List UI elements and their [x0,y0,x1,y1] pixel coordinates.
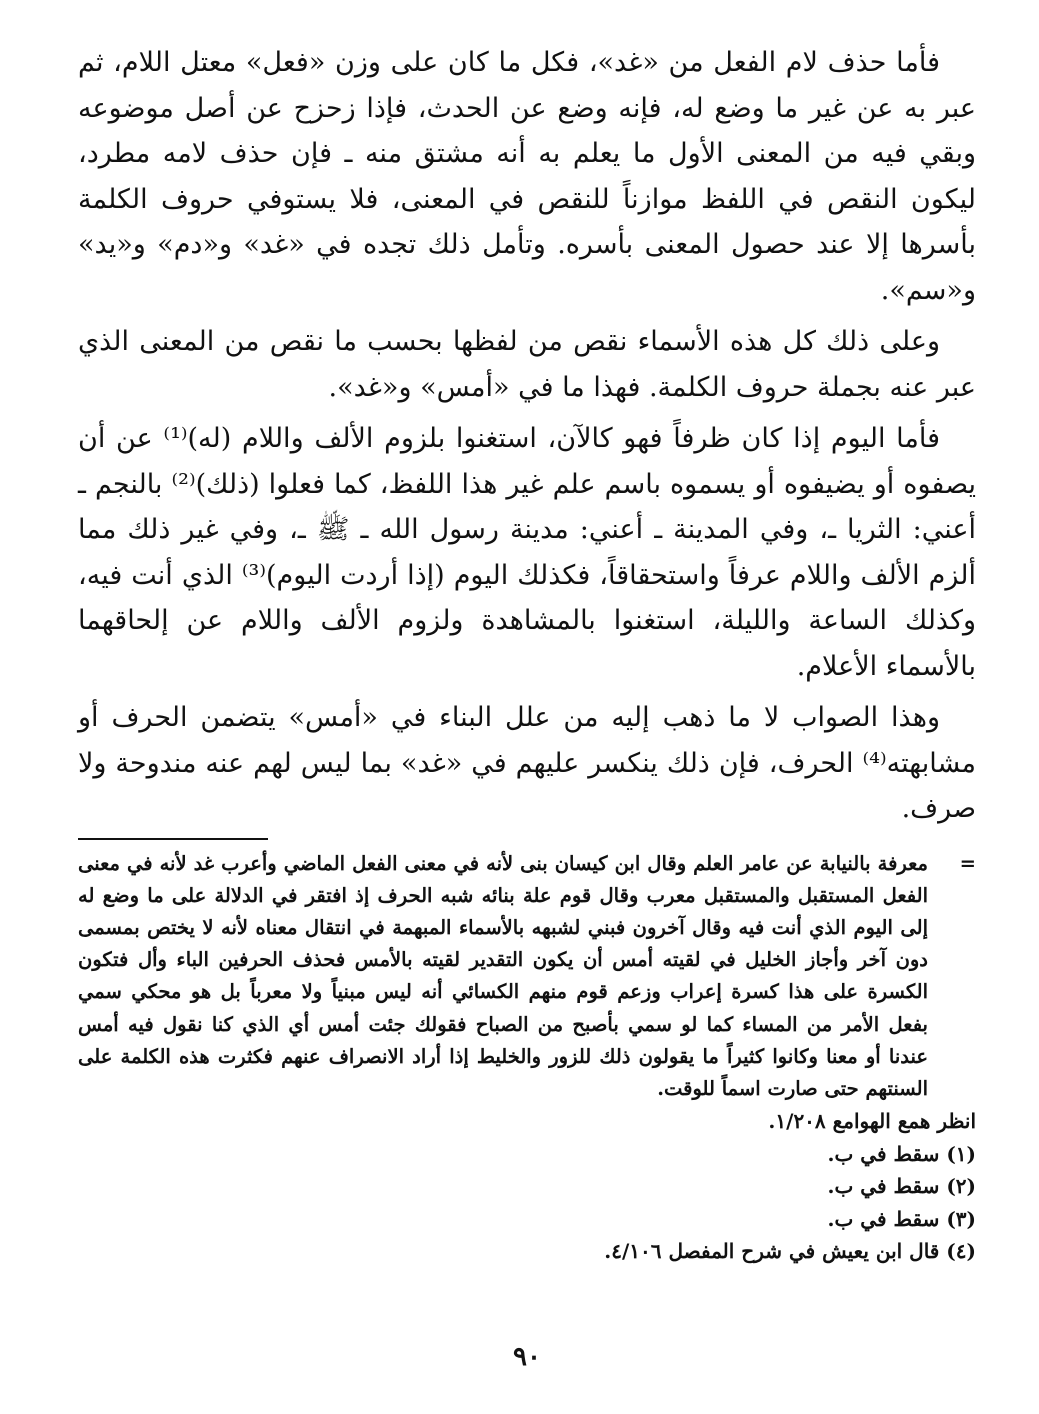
footnote-1: (١) سقط في ب. [827,1141,976,1166]
paragraph-4: وهذا الصواب لا ما ذهب إليه من علل البناء في «أمس» يتضمن الحرف أو مشابهته⁽⁴⁾ الحرف، فإن ذلك ينكسر عليهم في «غد» بما ليس لهم عنه مندوحة ولا صرف. [78,702,976,824]
footnotes [78,848,976,1268]
footnote-separator [78,838,268,840]
paragraph-3: فأما اليوم إذا كان ظرفاً فهو كالآن، استغنوا بلزوم الألف واللام (له)⁽¹⁾ عن أن يصفوه أو يضيفوه أو يسموه باسم علم غير هذا اللفظ، كما فعلوا (ذلك)⁽²⁾ بالنجم ـ أعني: الثريا ـ، وفي المدينة ـ أعني: مدينة رسول الله ـ ﷺ ـ، وفي غير ذلك مما ألزم الألف واللام عرفاً واستحقاقاً، فكذلك اليوم (إذا أردت اليوم)⁽³⁾ الذي أنت فيه، وكذلك الساعة والليلة، استغنوا بالمشاهدة ولزوم الألف واللام عن إلحاقهما بالأسماء الأعلام. [78,423,976,682]
paragraph-1: فأما حذف لام الفعل من «غد»، فكل ما كان على وزن «فعل» معتل اللام، ثم عبر به عن غير ما وضع له، فإنه وضع عن الحدث، فإذا زحزح عن أصل موضوعه وبقي فيه من المعنى الأول ما يعلم به أنه مشتق منه ـ فإن حذف لامه مطرد، ليكون النقص في اللفظ موازناً للنقص في المعنى، فلا يستوفي حروف الكلمة بأسرها إلا عند حصول المعنى بأسره. وتأمل ذلك تجده في «غد» و«دم» و«يد» و«سم». [78,47,976,306]
footnote-reference: انظر همع الهوامع ١/٢٠٨. [768,1109,976,1134]
main-text [78,40,976,832]
book-page [78,40,976,1380]
paragraph-2: وعلى ذلك كل هذه الأسماء نقص من لفظها بحسب ما نقص من المعنى الذي عبر عنه بجملة حروف الكلمة. فهذا ما في «أمس» و«غد». [78,326,976,403]
footnote-4: (٤) قال ابن يعيش في شرح المفصل ٤/١٠٦. [604,1239,976,1264]
continuation-marker: = [959,851,976,875]
footnote-continuation [78,848,976,1106]
footnote-3: (٣) سقط في ب. [827,1206,976,1231]
continuation-text: معرفة بالنيابة عن عامر العلم وقال ابن كيسان بنى لأنه في معنى الفعل الماضي وأعرب غد لأنه في معنى الفعل المستقبل والمستقبل معرب وقال قوم علة بنائه شبه الحرف إذ افتقر في الدلالة على ما وضع له إلى اليوم الذي أنت فيه وقال آخرون فبني لشبهه بالأسماء المبهمة في انتقال معناه لأنه لا يختص بمسمى دون آخر وأجاز الخليل في لقيته أمس أن يكون التقدير لقيته بالأمس فحذف الحرفين الباء وأل فتكون الكسرة على هذا كسرة إعراب وزعم قوم منهم الكسائي أنه ليس مبنياً ولا معرباً بل هو محكي سمي بفعل الأمر من المساء كما لو سمي بأصبح من الصباح فقولك جئت أمس أي الذي كنا نقول فيه أمس عندنا أو معنا وكانوا كثيراً ما يقولون ذلك للزور والخليط إذا أراد الانصراف عنهم فكثرت هذه الكلمة على السنتهم حتى صارت اسماً للوقت. [78,851,929,1100]
page-number: ٩٠ [513,1342,541,1372]
footnote-2: (٢) سقط في ب. [827,1174,976,1199]
